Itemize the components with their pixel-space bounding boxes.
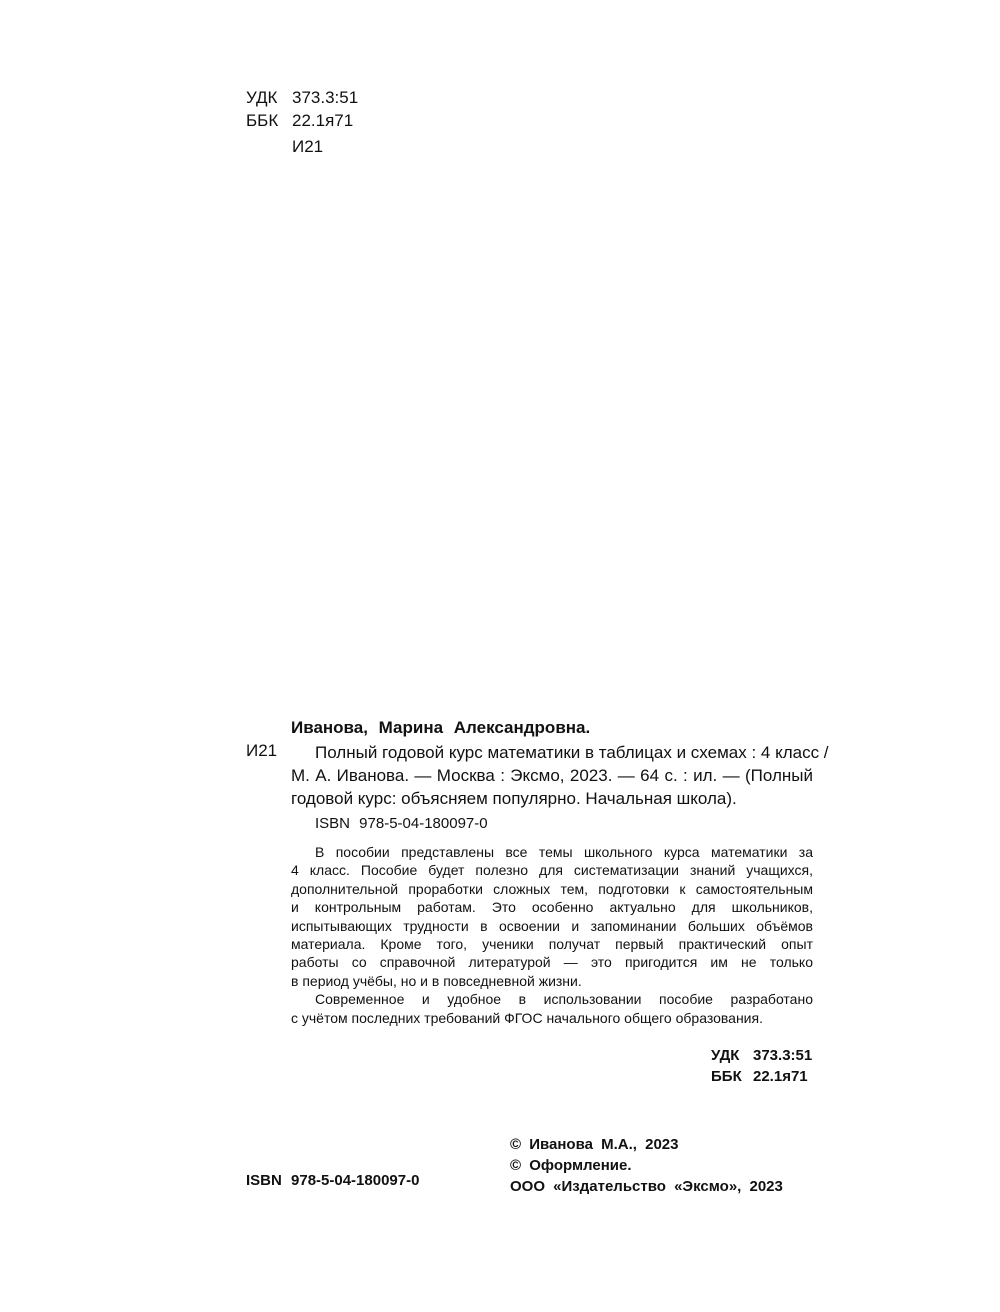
abstract-line: с учётом последних требований ФГОС начального общего образования. [291,1009,763,1026]
abstract-line: в период учёбы, но и в повседневной жизни. [291,972,582,989]
top-bbk [246,109,353,132]
top-author-mark: И21 [292,137,324,156]
bib-line: Полный годовой курс математики в таблицах и схемах : 4 класс / [315,743,829,762]
catalog-isbn: ISBN 978-5-04-180097-0 [315,815,488,832]
abstract-line: материала. Кроме того, ученики получат первый практический опыт [291,936,813,953]
bib-line: годовой курс: объясняем популярно. Начальная школа). [291,789,737,808]
bib-line: М. А. Иванова. — Москва : Эксмо, 2023. — 64 с. : ил. — (Полный [291,766,813,785]
top-bbk-value: 22.1я71 [292,111,354,130]
abstract-line: Современное и удобное в использовании пособие разработано [315,991,813,1008]
abstract-line: и контрольным работам. Это особенно актуально для школьников, [291,899,813,916]
catalog-bbk [711,1066,812,1087]
catalog-author: Иванова, Марина Александровна. [291,718,591,737]
abstract-line: работы со справочной литературой — это пригодится им не только [291,954,813,971]
top-bbk-label: ББК [246,111,279,130]
top-udk [246,86,358,109]
catalog-udk-value: 373.3:51 [753,1047,813,1064]
catalog-bbk-label: ББК [711,1068,742,1085]
copyright-author: © Иванова М.А., 2023 [510,1136,679,1153]
catalog-bbk-value: 22.1я71 [753,1068,808,1085]
abstract-line: испытывающих трудности в освоении и запоминании больших объёмов [291,917,813,934]
copyright-design: © Оформление. [510,1157,632,1174]
abstract-line: В пособии представлены все темы школьного курса математики за [315,844,813,860]
copyright-block [510,1134,783,1197]
abstract-line: 4 класс. Пособие будет полезно для систематизации знаний учащихся, [291,862,813,879]
catalog-codes [711,1045,812,1087]
top-udk-label: УДК [246,88,278,107]
catalog-abstract [291,843,813,1027]
copyright-publisher: ООО «Издательство «Эксмо», 2023 [510,1178,783,1195]
catalog-bibliographic-description [291,741,829,810]
catalog-udk [711,1045,812,1066]
abstract-line: дополнительной проработки сложных тем, подготовки к самостоятельным [291,880,813,897]
catalog-udk-label: УДК [711,1047,740,1064]
catalog-shelf-mark: И21 [246,741,278,760]
bottom-isbn: ISBN 978-5-04-180097-0 [246,1172,420,1189]
top-udk-value: 373.3:51 [292,88,359,107]
